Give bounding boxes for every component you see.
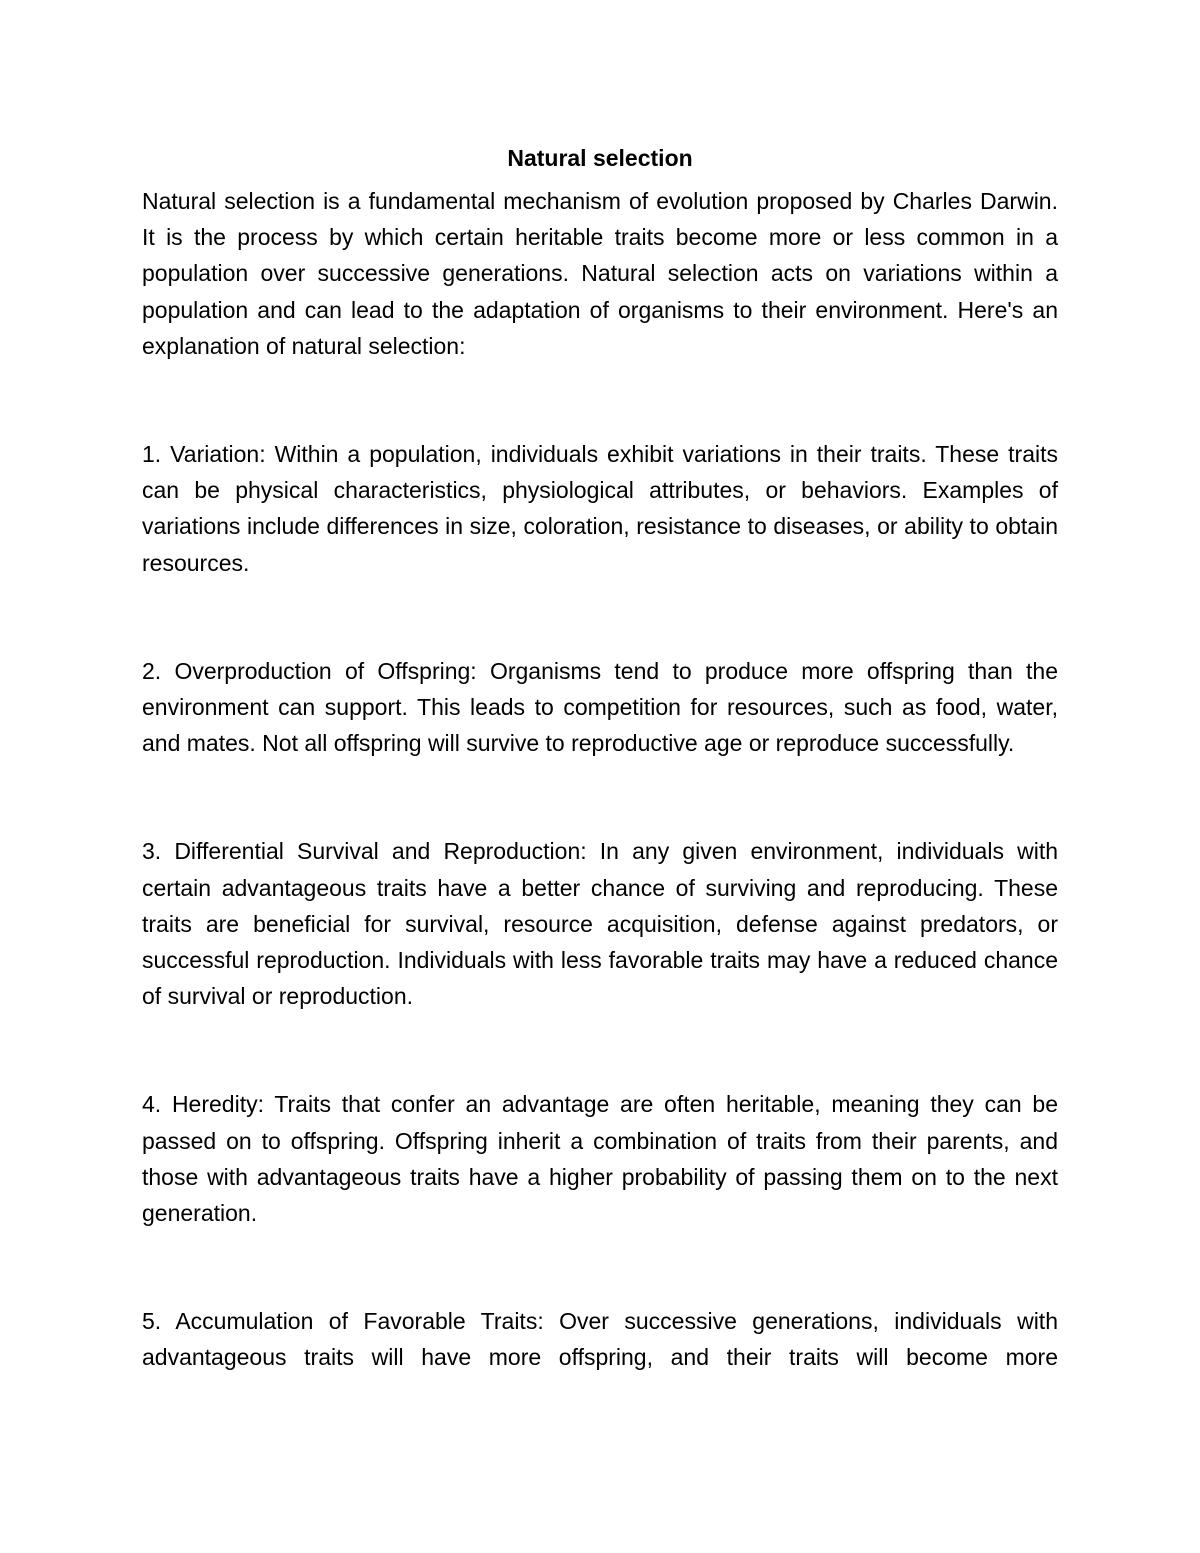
point-accumulation: 5. Accumulation of Favorable Traits: Over successive generations, individuals with advantageous traits will have more offspring, and their traits will become more [142,1308,1058,1371]
document-body [142,140,1058,1376]
document-title: Natural selection [507,145,693,171]
point-overproduction: 2. Overproduction of Offspring: Organisms tend to produce more offspring than the environment can support. This leads to competition for resources, such as food, water, and mates. Not all offspring will survive to reproductive age or reproduce successfully. [142,657,1058,757]
point-variation: 1. Variation: Within a population, individuals exhibit variations in their traits. These traits can be physical characteristics, physiological attributes, or behaviors. Examples of variations include differences in size, coloration, resistance to diseases, or ability to obtain resources. [142,441,1058,576]
paragraph-spacer [142,761,1058,833]
intro-paragraph: Natural selection is a fundamental mechanism of evolution proposed by Charles Darwin. It is the process by which certain heritable traits become more or less common in a population over successive generations. Natural selection acts on variations within a population and can lead to the adaptation of organisms to their environment. Here's an explanation of natural selection: [142,188,1058,359]
point-heredity: 4. Heredity: Traits that confer an advantage are often heritable, meaning they can be passed on to offspring. Offspring inherit a combination of traits from their parents, and those with advantageous traits have a higher probability of passing them on to the next generation. [142,1091,1058,1227]
paragraph-spacer [142,1014,1058,1086]
paragraph-spacer [142,364,1058,436]
point-differential-survival: 3. Differential Survival and Reproduction: In any given environment, individuals with certain advantageous traits have a better chance of surviving and reproducing. These traits are beneficial for survival, resource acquisition, defense against predators, or successful reproduction. Individuals with less favorable traits may have a reduced chance of survival or reproduction. [142,838,1058,1010]
paragraph-spacer [142,581,1058,653]
paragraph-spacer [142,1231,1058,1303]
